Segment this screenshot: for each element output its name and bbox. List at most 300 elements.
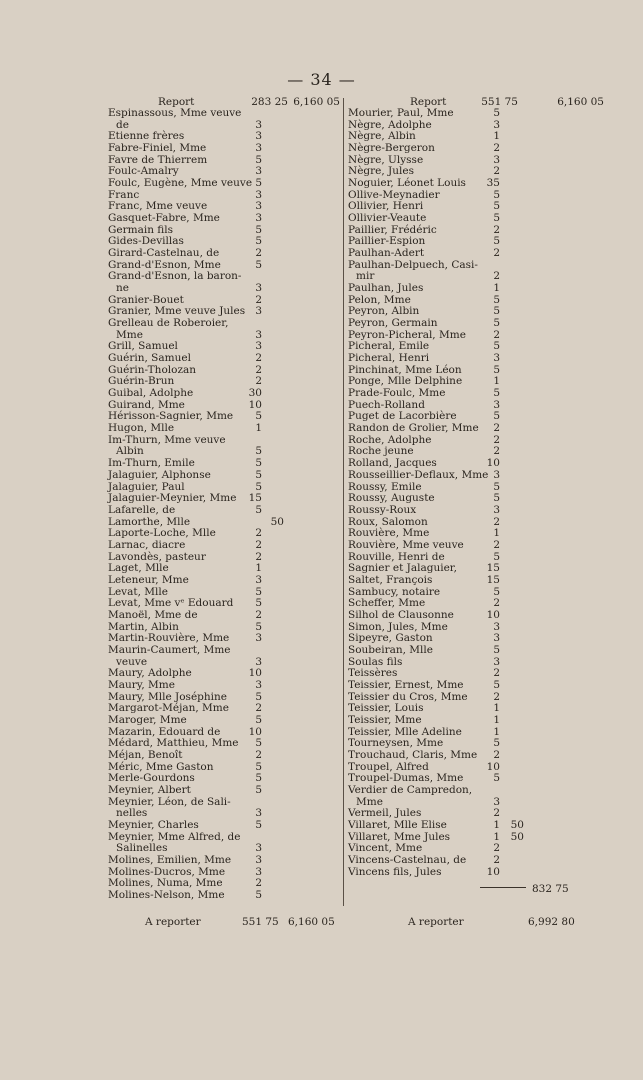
subscriber-name: Grand-d'Esnon, la baron- bbox=[108, 270, 242, 283]
subscriber-row bbox=[108, 540, 340, 552]
subscriber-name: Teissier, Mme bbox=[348, 713, 422, 726]
subscriber-name: Peyron, Germain bbox=[348, 317, 438, 330]
subscriber-row bbox=[108, 715, 340, 727]
subscriber-amount: 2 bbox=[255, 702, 262, 715]
subscriber-amount: 3 bbox=[493, 795, 500, 808]
subscriber-name: Gasquet-Fabre, Mme bbox=[108, 212, 220, 225]
subscriber-amount: 15 bbox=[486, 573, 500, 586]
page-number: — 34 — bbox=[287, 70, 356, 89]
subscriber-name: Soulas fils bbox=[348, 655, 403, 668]
subscriber-amount: 5 bbox=[255, 713, 262, 726]
subscriber-name: Trouchaud, Claris, Mme bbox=[348, 748, 478, 761]
subscriber-amount: 2 bbox=[493, 667, 500, 680]
subscriber-name: Grand-d'Esnon, Mme bbox=[108, 258, 221, 271]
subscriber-amount: 2 bbox=[255, 608, 262, 621]
subscriber-amount: 5 bbox=[493, 340, 500, 353]
subscriber-name: Puech-Rolland bbox=[348, 398, 425, 411]
subscriber-amount: 10 bbox=[248, 725, 262, 738]
subscriber-name: Vincens fils, Jules bbox=[348, 865, 442, 878]
subscriber-row bbox=[108, 470, 340, 482]
subscriber-name: Guirand, Mme bbox=[108, 398, 185, 411]
subscriber-amount: 2 bbox=[493, 515, 500, 528]
subscriber-amount: 2 bbox=[493, 807, 500, 820]
subscriber-row bbox=[108, 610, 340, 622]
subscriber-amount: 3 bbox=[255, 282, 262, 295]
subscriber-name: mir bbox=[356, 270, 375, 283]
subscriber-name: Im-Thurn, Mme veuve bbox=[108, 433, 226, 446]
subscriber-amount: 1 bbox=[493, 713, 500, 726]
subscriber-amount: 5 bbox=[493, 305, 500, 318]
subscriber-amount: 5 bbox=[493, 678, 500, 691]
subscriber-name: Guibal, Adolphe bbox=[108, 387, 194, 400]
subscriber-amount: 5 bbox=[255, 503, 262, 516]
subscriber-amount: 3 bbox=[493, 632, 500, 645]
subscriber-amount: 3 bbox=[493, 352, 500, 365]
subscriber-name: Margarot-Méjan, Mme bbox=[108, 702, 229, 715]
subscriber-name: Grelleau de Roberoier, bbox=[108, 317, 229, 330]
subscriber-name: Scheffer, Mme bbox=[348, 597, 426, 610]
subscriber-name: Lamorthe, Mlle bbox=[108, 515, 191, 528]
subscriber-name: Laget, Mlle bbox=[108, 562, 169, 575]
subscriber-amount: 3 bbox=[493, 398, 500, 411]
subscriber-amount: 2 bbox=[493, 223, 500, 236]
subscriber-amount: 3 bbox=[255, 130, 262, 143]
subscriber-name: Foulc, Eugène, Mme veuve bbox=[108, 177, 253, 190]
subscriber-amount: 2 bbox=[493, 422, 500, 435]
column-divider bbox=[343, 98, 344, 906]
subscriber-row bbox=[348, 610, 610, 622]
subscriber-name: Grill, Samuel bbox=[108, 340, 178, 353]
subscriber-amount: 5 bbox=[255, 177, 262, 190]
subscriber-row bbox=[108, 178, 340, 190]
subscriber-name: Larnac, diacre bbox=[108, 538, 186, 551]
subscriber-name: Teissier, Louis bbox=[348, 702, 424, 715]
left-report-amount: 283 25 bbox=[251, 96, 288, 108]
left-footer-label: A reporter bbox=[145, 916, 201, 928]
subscriber-name: Tourneysen, Mme bbox=[348, 737, 444, 750]
subscriber-name: Teissier, Mlle Adeline bbox=[348, 725, 462, 738]
subscriber-amount: 5 bbox=[493, 387, 500, 400]
subscriber-name: Simon, Jules, Mme bbox=[348, 620, 448, 633]
subscriber-amount: 2 bbox=[255, 748, 262, 761]
subscriber-amount: 5 bbox=[493, 737, 500, 750]
subscriber-row bbox=[108, 505, 340, 517]
subscriber-amount: 2 bbox=[255, 877, 262, 890]
subscriber-cents: 50 bbox=[510, 830, 524, 843]
subscriber-name: Méjan, Benoît bbox=[108, 748, 183, 761]
subscriber-name: Maury, Mme bbox=[108, 678, 175, 691]
subscriber-amount: 5 bbox=[255, 760, 262, 773]
subscriber-name: Rouvière, Mme bbox=[348, 527, 430, 540]
left-footer-total: 6,160 05 bbox=[288, 916, 335, 928]
left-column bbox=[108, 96, 340, 902]
subscriber-amount: 3 bbox=[255, 340, 262, 353]
subscriber-amount: 5 bbox=[255, 468, 262, 481]
subscriber-row bbox=[348, 318, 610, 330]
subscriber-name: Salinelles bbox=[116, 842, 168, 855]
subscriber-amount: 5 bbox=[255, 223, 262, 236]
subscriber-name: Puget de Lacorbière bbox=[348, 410, 457, 423]
subscriber-name: Paulhan, Jules bbox=[348, 282, 424, 295]
subscriber-name: Nègre, Ulysse bbox=[348, 153, 424, 166]
subscriber-amount: 2 bbox=[255, 375, 262, 388]
subscriber-amount: 5 bbox=[493, 188, 500, 201]
subscriber-name: Silhol de Clausonne bbox=[348, 608, 454, 621]
subscriber-row bbox=[108, 820, 340, 832]
subscriber-name: Peyron-Picheral, Mme bbox=[348, 328, 466, 341]
subscriber-row bbox=[348, 470, 610, 482]
subscriber-amount: 30 bbox=[248, 387, 262, 400]
subscriber-name: Teissères bbox=[348, 667, 398, 680]
subscriber-name: Molines-Ducros, Mme bbox=[108, 865, 226, 878]
right-report-label: Report bbox=[410, 96, 447, 108]
subscriber-amount: 5 bbox=[493, 200, 500, 213]
subscriber-row bbox=[108, 213, 340, 225]
subscriber-name: Rouvière, Mme veuve bbox=[348, 538, 464, 551]
subscriber-amount: 5 bbox=[493, 317, 500, 330]
subscriber-name: Im-Thurn, Emile bbox=[108, 457, 195, 470]
subtotal-rule bbox=[480, 887, 526, 888]
subscriber-name: Lafarelle, de bbox=[108, 503, 176, 516]
subscriber-name: de bbox=[116, 118, 129, 131]
subscriber-row bbox=[348, 575, 610, 587]
subscriber-name: Meynier, Albert bbox=[108, 783, 191, 796]
subscriber-name: Favre de Thierrem bbox=[108, 153, 208, 166]
subscriber-name: Hugon, Mlle bbox=[108, 422, 175, 435]
subscriber-name: Saltet, François bbox=[348, 573, 433, 586]
subscriber-name: Paulhan-Delpuech, Casi- bbox=[348, 258, 478, 271]
subscriber-amount: 5 bbox=[255, 258, 262, 271]
subscriber-amount: 5 bbox=[255, 585, 262, 598]
subscriber-name: Etienne frères bbox=[108, 130, 185, 143]
subscriber-name: Meynier, Mme Alfred, de bbox=[108, 830, 241, 843]
subscriber-amount: 5 bbox=[255, 457, 262, 470]
subscriber-row bbox=[348, 680, 610, 692]
subscriber-amount: 1 bbox=[493, 702, 500, 715]
left-report-label: Report bbox=[158, 96, 195, 108]
subscriber-amount: 5 bbox=[493, 585, 500, 598]
subscriber-name: Peyron, Albin bbox=[348, 305, 420, 318]
subscriber-amount: 2 bbox=[493, 690, 500, 703]
subscriber-name: nelles bbox=[116, 807, 148, 820]
subscriber-name: Teissier, Ernest, Mme bbox=[348, 678, 464, 691]
subscriber-row bbox=[348, 178, 610, 190]
subscriber-name: Villaret, Mlle Elise bbox=[348, 818, 447, 831]
subscriber-name: Leteneur, Mme bbox=[108, 573, 189, 586]
right-footer-label: A reporter bbox=[408, 916, 464, 928]
subscriber-name: Mme bbox=[356, 795, 383, 808]
subscriber-amount: 10 bbox=[486, 865, 500, 878]
subscriber-name: Albin bbox=[116, 445, 144, 458]
subscriber-amount: 1 bbox=[255, 562, 262, 575]
subscriber-row bbox=[108, 855, 340, 867]
subscriber-amount: 3 bbox=[493, 468, 500, 481]
subscriber-name: Franc bbox=[108, 188, 140, 201]
subscriber-amount: 35 bbox=[486, 177, 500, 190]
left-subscriber-list bbox=[108, 108, 340, 902]
subscriber-amount: 3 bbox=[255, 678, 262, 691]
subscriber-amount: 3 bbox=[255, 807, 262, 820]
subscriber-amount: 3 bbox=[255, 188, 262, 201]
subscriber-name: Rouville, Henri de bbox=[348, 550, 445, 563]
subscriber-amount: 5 bbox=[255, 889, 262, 902]
subscriber-amount: 2 bbox=[493, 328, 500, 341]
subscriber-name: Randon de Grolier, Mme bbox=[348, 422, 479, 435]
subscriber-name: Mazarin, Edouard de bbox=[108, 725, 221, 738]
subscriber-amount: 5 bbox=[255, 690, 262, 703]
subscriber-row bbox=[348, 248, 610, 260]
subscriber-name: Levat, Mme vᵉ Edouard bbox=[108, 597, 234, 610]
subscriber-amount: 3 bbox=[493, 118, 500, 131]
subscriber-name: Ollivier, Henri bbox=[348, 200, 424, 213]
left-footer-amount: 551 75 bbox=[242, 916, 279, 928]
subscriber-name: Nègre-Bergeron bbox=[348, 142, 435, 155]
subscriber-name: Meynier, Charles bbox=[108, 818, 199, 831]
subscriber-amount: 2 bbox=[255, 352, 262, 365]
subscriber-name: Sipeyre, Gaston bbox=[348, 632, 433, 645]
subscriber-name: veuve bbox=[116, 655, 148, 668]
subscriber-name: Vincens-Castelnau, de bbox=[348, 854, 467, 866]
right-report-amount: 551 75 bbox=[481, 96, 518, 108]
subscriber-name: Molines, Emilien, Mme bbox=[108, 854, 232, 866]
subscriber-amount: 5 bbox=[493, 772, 500, 785]
subscriber-amount: 2 bbox=[493, 748, 500, 761]
subscriber-amount: 2 bbox=[493, 142, 500, 155]
subscriber-name: Laporte-Loche, Mlle bbox=[108, 527, 216, 540]
subscriber-amount: 1 bbox=[493, 375, 500, 388]
subscriber-row bbox=[108, 645, 340, 657]
subscriber-amount: 10 bbox=[486, 457, 500, 470]
subscriber-amount: 1 bbox=[255, 422, 262, 435]
subscriber-name: Granier-Bouet bbox=[108, 293, 184, 306]
subscriber-name: Rousseillier-Deflaux, Mme bbox=[348, 468, 489, 481]
subscriber-amount: 3 bbox=[493, 503, 500, 516]
subscriber-name: Jalaguier-Meynier, Mme bbox=[108, 492, 237, 505]
subscriber-row bbox=[108, 575, 340, 587]
right-subtotal: 832 75 bbox=[532, 883, 569, 895]
subscriber-name: Paillier-Espion bbox=[348, 235, 426, 248]
subscriber-row bbox=[348, 820, 610, 832]
subscriber-amount: 3 bbox=[255, 655, 262, 668]
subscriber-name: Martin, Albin bbox=[108, 620, 179, 633]
subscriber-name: Picheral, Emile bbox=[348, 340, 430, 353]
subscriber-amount: 2 bbox=[255, 363, 262, 376]
subscriber-amount: 2 bbox=[493, 247, 500, 260]
subscriber-name: Médard, Matthieu, Mme bbox=[108, 737, 239, 750]
subscriber-amount: 3 bbox=[255, 865, 262, 878]
subscriber-amount: 10 bbox=[486, 760, 500, 773]
subscriber-amount: 3 bbox=[255, 305, 262, 318]
subscriber-row bbox=[348, 855, 610, 867]
subscriber-amount: 1 bbox=[493, 818, 500, 831]
subscriber-amount: 3 bbox=[493, 655, 500, 668]
right-footer-total: 6,992 80 bbox=[528, 916, 575, 928]
subscriber-amount: 15 bbox=[248, 492, 262, 505]
subscriber-amount: 3 bbox=[493, 153, 500, 166]
subscriber-amount: 5 bbox=[255, 772, 262, 785]
subscriber-name: Jalaguier, Alphonse bbox=[108, 468, 211, 481]
subscriber-amount: 5 bbox=[493, 235, 500, 248]
subscriber-name: Nègre, Adolphe bbox=[348, 118, 432, 131]
subscriber-name: Molines-Nelson, Mme bbox=[108, 889, 225, 902]
subscriber-amount: 3 bbox=[255, 328, 262, 341]
subscriber-cents: 50 bbox=[270, 515, 284, 528]
subscriber-amount: 5 bbox=[493, 212, 500, 225]
subscriber-amount: 3 bbox=[255, 142, 262, 155]
subscriber-name: Nègre, Albin bbox=[348, 130, 416, 143]
subscriber-name: Roussy-Roux bbox=[348, 503, 417, 516]
subscriber-name: Roussy, Auguste bbox=[348, 492, 435, 505]
subscriber-name: Granier, Mme veuve Jules bbox=[108, 305, 246, 318]
subscriber-name: Noguier, Léonet Louis bbox=[348, 177, 466, 190]
right-report-total: 6,160 05 bbox=[557, 96, 604, 108]
subscriber-amount: 2 bbox=[493, 270, 500, 283]
subscriber-name: Troupel, Alfred bbox=[348, 760, 429, 773]
subscriber-amount: 10 bbox=[248, 667, 262, 680]
subscriber-amount: 2 bbox=[255, 550, 262, 563]
subscriber-amount: 3 bbox=[255, 573, 262, 586]
subscriber-amount: 2 bbox=[493, 842, 500, 855]
subscriber-amount: 5 bbox=[255, 597, 262, 610]
subscriber-amount: 3 bbox=[493, 620, 500, 633]
subscriber-name: Martin-Rouvière, Mme bbox=[108, 632, 230, 645]
subscriber-name: Maury, Mlle Joséphine bbox=[108, 690, 227, 703]
subscriber-name: Méric, Mme Gaston bbox=[108, 760, 214, 773]
subscriber-name: Villaret, Mme Jules bbox=[348, 830, 451, 843]
subscriber-name: Hérisson-Sagnier, Mme bbox=[108, 410, 234, 423]
subscriber-amount: 2 bbox=[493, 433, 500, 446]
subscriber-amount: 2 bbox=[255, 293, 262, 306]
subscriber-name: Girard-Castelnau, de bbox=[108, 247, 220, 260]
subscriber-amount: 2 bbox=[255, 527, 262, 540]
subscriber-row bbox=[348, 108, 610, 120]
subscriber-name: Ollive-Meynadier bbox=[348, 188, 440, 201]
subscriber-row bbox=[108, 318, 340, 330]
right-column bbox=[348, 96, 610, 878]
subscriber-amount: 5 bbox=[255, 445, 262, 458]
subscriber-name: Prade-Foulc, Mme bbox=[348, 387, 446, 400]
subscriber-amount: 3 bbox=[255, 165, 262, 178]
subscriber-name: Guérin-Brun bbox=[108, 375, 175, 388]
subscriber-name: Lavondès, pasteur bbox=[108, 550, 206, 563]
subscriber-name: Nègre, Jules bbox=[348, 165, 414, 178]
subscriber-amount: 5 bbox=[255, 818, 262, 831]
subscriber-amount: 5 bbox=[255, 620, 262, 633]
subscriber-name: Guérin, Samuel bbox=[108, 352, 191, 365]
subscriber-name: Merle-Gourdons bbox=[108, 772, 195, 785]
subscriber-amount: 5 bbox=[493, 643, 500, 656]
subscriber-amount: 1 bbox=[493, 130, 500, 143]
subscriber-name: Guérin-Tholozan bbox=[108, 363, 196, 376]
subscriber-name: Sagnier et Jalaguier, bbox=[348, 562, 457, 575]
subscriber-name: Vermeil, Jules bbox=[348, 807, 422, 820]
subscriber-amount: 5 bbox=[255, 737, 262, 750]
subscriber-row bbox=[108, 283, 340, 295]
subscriber-row bbox=[348, 750, 610, 762]
subscriber-amount: 2 bbox=[255, 247, 262, 260]
subscriber-name: Pinchinat, Mme Léon bbox=[348, 363, 462, 376]
subscriber-amount: 3 bbox=[255, 118, 262, 131]
subscriber-name: Mourier, Paul, Mme bbox=[348, 107, 454, 119]
subscriber-row bbox=[348, 867, 610, 879]
subscriber-amount: 10 bbox=[486, 608, 500, 621]
subscriber-name: Ponge, Mlle Delphine bbox=[348, 375, 463, 388]
subscriber-row bbox=[348, 260, 610, 272]
subscriber-row bbox=[348, 785, 610, 797]
subscriber-row bbox=[108, 785, 340, 797]
subscriber-amount: 1 bbox=[493, 830, 500, 843]
subscriber-amount: 1 bbox=[493, 527, 500, 540]
subscriber-name: Franc, Mme veuve bbox=[108, 200, 208, 213]
subscriber-amount: 5 bbox=[493, 410, 500, 423]
subscriber-name: Troupel-Dumas, Mme bbox=[348, 772, 464, 785]
subscriber-name: Paulhan-Adert bbox=[348, 247, 425, 260]
left-report-total: 6,160 05 bbox=[293, 96, 340, 108]
subscriber-name: Gides-Devillas bbox=[108, 235, 184, 248]
subscriber-amount: 3 bbox=[255, 854, 262, 866]
subscriber-name: Levat, Mlle bbox=[108, 585, 168, 598]
right-subscriber-list bbox=[348, 108, 610, 878]
subscriber-row bbox=[348, 143, 610, 155]
subscriber-name: Molines, Numa, Mme bbox=[108, 877, 223, 890]
subscriber-amount: 5 bbox=[493, 492, 500, 505]
subscriber-name: Picheral, Henri bbox=[348, 352, 430, 365]
subscriber-name: Teissier du Cros, Mme bbox=[348, 690, 468, 703]
subscriber-name: Espinassous, Mme veuve bbox=[108, 107, 242, 119]
subscriber-amount: 5 bbox=[493, 550, 500, 563]
subscriber-amount: 5 bbox=[255, 783, 262, 796]
subscriber-row bbox=[108, 680, 340, 692]
subscriber-amount: 2 bbox=[493, 597, 500, 610]
subscriber-amount: 5 bbox=[493, 107, 500, 119]
subscriber-amount: 2 bbox=[493, 538, 500, 551]
subscriber-amount: 2 bbox=[493, 445, 500, 458]
subscriber-name: Roussy, Emile bbox=[348, 480, 422, 493]
subscriber-row bbox=[108, 890, 340, 902]
subscriber-row bbox=[108, 271, 340, 283]
subscriber-row bbox=[108, 248, 340, 260]
subscriber-amount: 5 bbox=[255, 153, 262, 166]
subscriber-amount: 3 bbox=[255, 632, 262, 645]
subscriber-amount: 3 bbox=[255, 842, 262, 855]
subscriber-row bbox=[108, 750, 340, 762]
subscriber-amount: 2 bbox=[255, 538, 262, 551]
subscriber-name: Germain fils bbox=[108, 223, 174, 236]
subscriber-name: Rolland, Jacques bbox=[348, 457, 437, 470]
subscriber-amount: 3 bbox=[255, 200, 262, 213]
subscriber-row bbox=[348, 540, 610, 552]
subscriber-row bbox=[348, 645, 610, 657]
subscriber-amount: 5 bbox=[255, 235, 262, 248]
subscriber-row bbox=[348, 505, 610, 517]
subscriber-cents: 50 bbox=[510, 818, 524, 831]
subscriber-amount: 2 bbox=[493, 854, 500, 866]
subscriber-amount: 5 bbox=[255, 410, 262, 423]
subscriber-name: Maurin-Caumert, Mme bbox=[108, 643, 231, 656]
subscriber-name: Roche jeune bbox=[348, 445, 414, 458]
subscriber-name: Soubeiran, Mlle bbox=[348, 643, 433, 656]
subscriber-name: Manoël, Mme de bbox=[108, 608, 198, 621]
subscriber-name: Fabre-Finiel, Mme bbox=[108, 142, 207, 155]
subscriber-amount: 2 bbox=[493, 165, 500, 178]
subscriber-name: Roche, Adolphe bbox=[348, 433, 432, 446]
subscriber-name: Sambucy, notaire bbox=[348, 585, 441, 598]
subscriber-row bbox=[348, 283, 610, 295]
subscriber-name: Mme bbox=[116, 328, 143, 341]
subscriber-row bbox=[348, 715, 610, 727]
subscriber-name: Roux, Salomon bbox=[348, 515, 428, 528]
subscriber-amount: 5 bbox=[493, 480, 500, 493]
